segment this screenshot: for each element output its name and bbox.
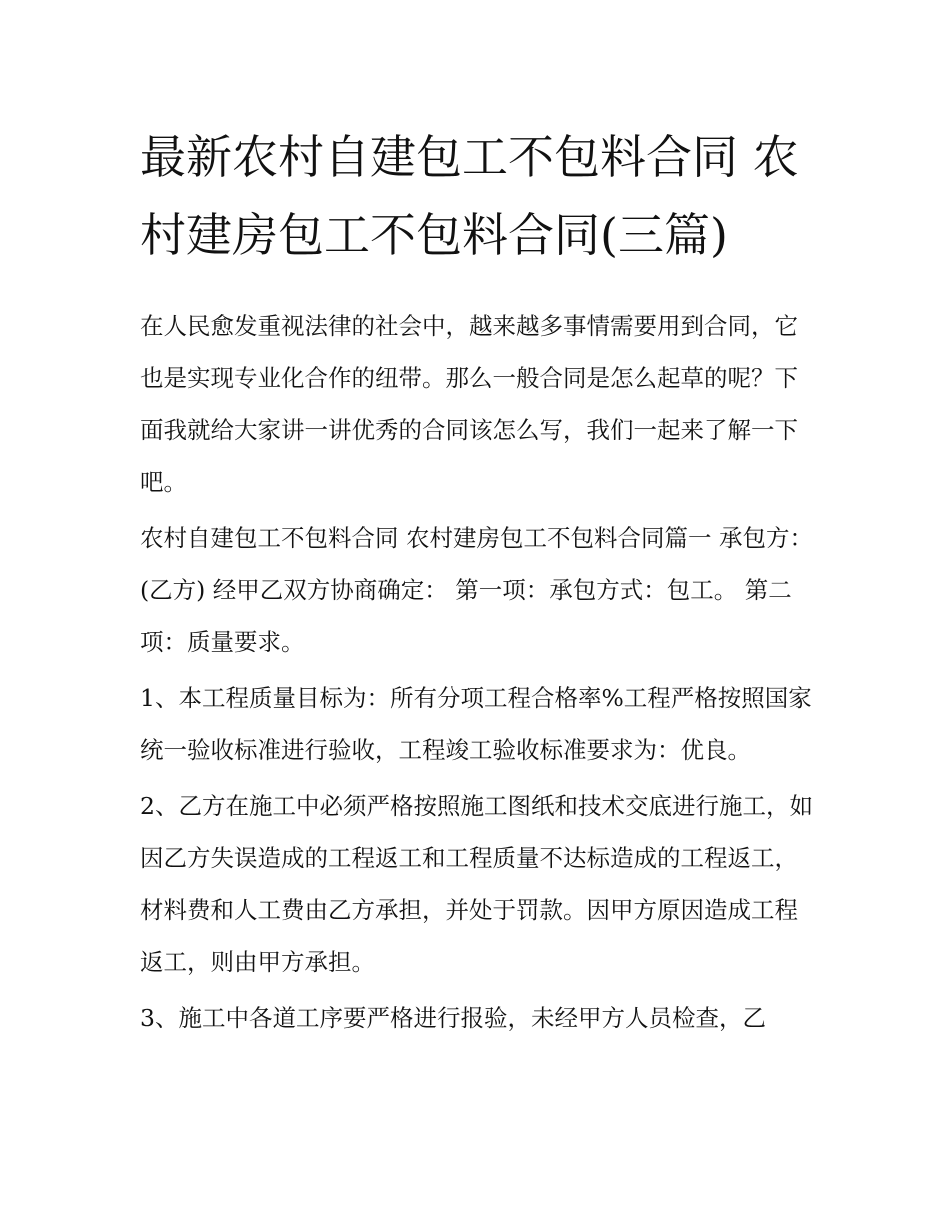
contract-header-paragraph: 农村自建包工不包料合同 农村建房包工不包料合同篇一 承包方：(乙方) 经甲乙双方协商确定： 第一项：承包方式：包工。 第二项：质量要求。 (140, 524, 813, 656)
document-title: 最新农村自建包工不包料合同 农村建房包工不包料合同(三篇) (140, 130, 799, 262)
document-page (140, 118, 820, 1048)
clause-1-paragraph: 1、本工程质量目标为：所有分项工程合格率%工程严格按照国家统一验收标准进行验收，工程竣工验收标准要求为：优良。 (140, 684, 812, 764)
clause-2-paragraph: 2、乙方在施工中必须严格按照施工图纸和技术交底进行施工，如因乙方失误造成的工程返工和工程质量不达标造成的工程返工，材料费和人工费由乙方承担，并处于罚款。因甲方原因造成工程返工，则由甲方承担。 (140, 792, 813, 976)
intro-paragraph: 在人民愈发重视法律的社会中，越来越多事情需要用到合同，它也是实现专业化合作的纽带。那么一般合同是怎么起草的呢？下面我就给大家讲一讲优秀的合同该怎么写，我们一起来了解一下吧。 (140, 312, 798, 496)
clause-3-paragraph: 3、施工中各道工序要严格进行报验，未经甲方人员检查，乙 (140, 1004, 766, 1032)
